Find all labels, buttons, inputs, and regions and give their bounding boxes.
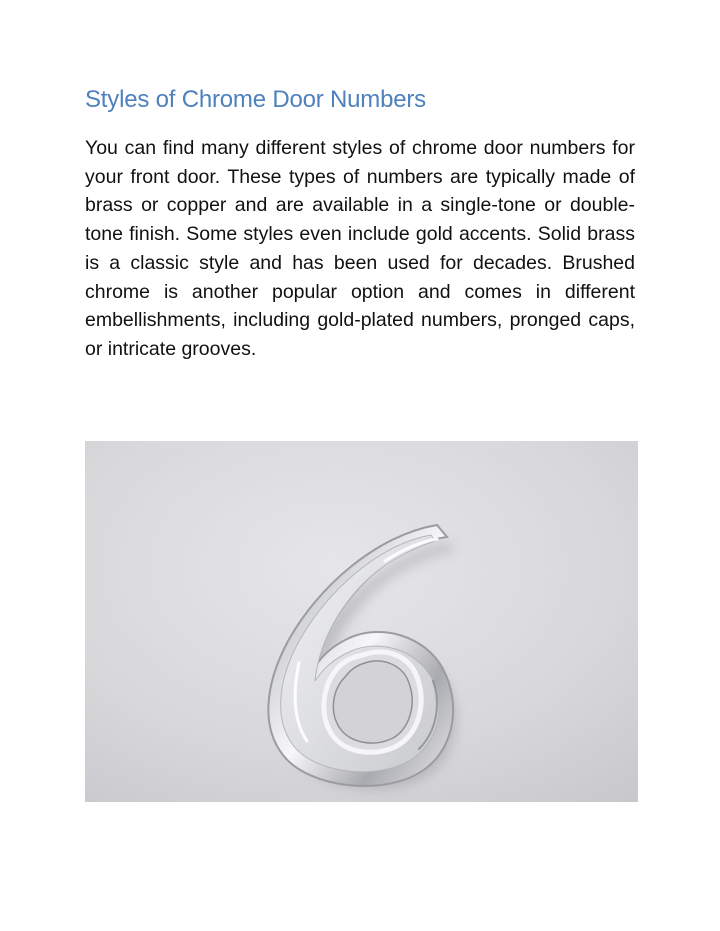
section-heading: Styles of Chrome Door Numbers	[85, 86, 426, 113]
body-paragraph: You can find many different styles of chrome door numbers for your front door. These types of numbers are typically made of brass or copper and are available in a single-tone or double-tone finish. Some styles even include gold accents. Solid brass is a classic style and has been used for decades. Brushed chrome is another popular option and comes in different embellishments, including gold-plated numbers, pronged caps, or intricate grooves.	[85, 137, 635, 360]
chrome-six-illustration	[85, 441, 638, 802]
chrome-number-photo	[85, 441, 638, 802]
